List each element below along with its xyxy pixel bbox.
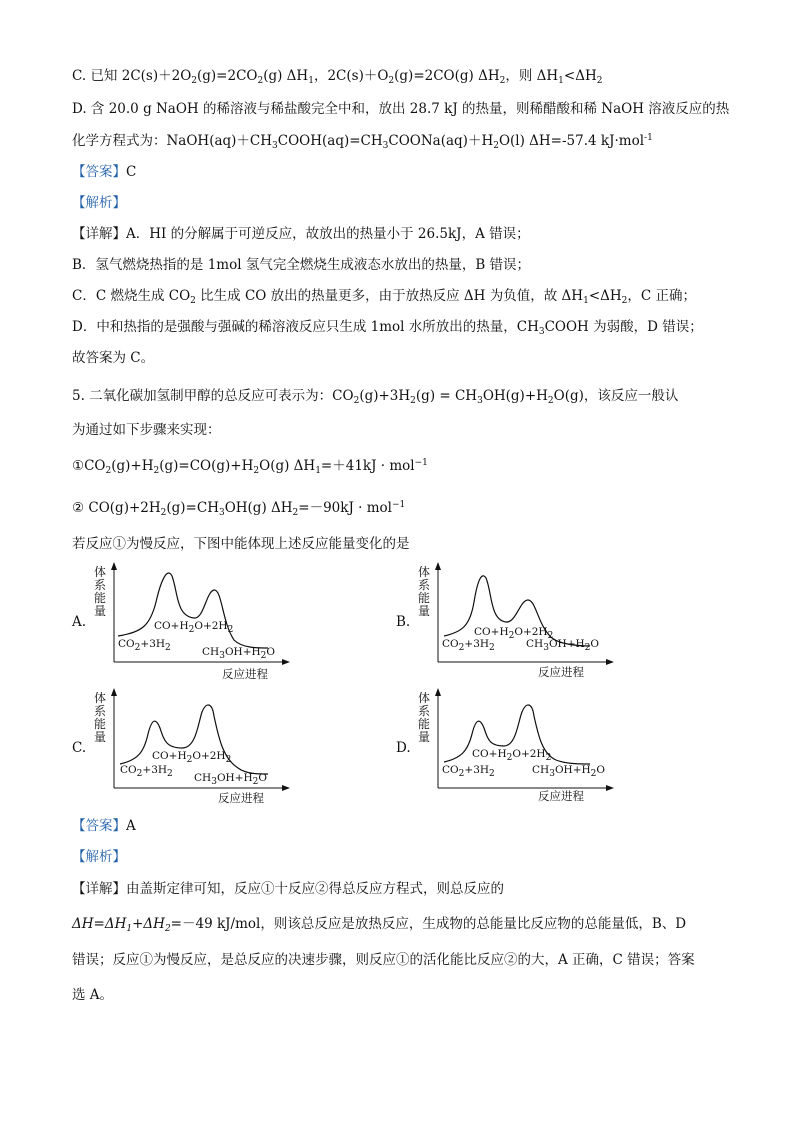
q5-line2: 为通过如下步骤来实现： <box>72 422 221 438</box>
y-axis-label: 体 系 能 量 <box>417 565 430 618</box>
intermediate-label: $CO+H_2O+2H_2$ <box>474 626 554 641</box>
reactant-label: $CO_2+3H_2$ <box>442 764 495 779</box>
option-a-label: A. <box>72 614 87 630</box>
diagram-b <box>396 562 616 682</box>
option-b-label: B. <box>396 614 411 630</box>
product-label: $CH_3OH+H_2O$ <box>532 764 606 779</box>
answer-label: 【答案】 <box>72 164 126 180</box>
x-axis-label: 反应进程 <box>218 791 264 805</box>
reactant-label: $CO_2+3H_2$ <box>442 638 495 653</box>
y-axis-label: 体 系 能 量 <box>417 691 430 744</box>
diagram-d <box>396 688 616 808</box>
option-d-label: D. <box>396 740 411 756</box>
diagram-a <box>72 562 292 682</box>
detail-1-d: D．中和热指的是强酸与强碱的稀溶液反应只生成 1mol 水所放出的热量，$CH_3COOH$ 为弱酸，D 错误； <box>72 319 703 337</box>
x-axis-label: 反应进程 <box>538 789 584 803</box>
reactant-label: $CO_2+3H_2$ <box>120 764 173 779</box>
product-label: $CH_3OH+H_2O$ <box>526 638 600 653</box>
detail-2-l2: $\Delta H=\Delta H_1+\Delta H_2=-49$ kJ/mol，则该总反应是放热反应，生成物的总能量比反应物的总能量低，B、D <box>72 916 687 934</box>
intermediate-label: $CO+H_2O+2H_2$ <box>152 750 232 765</box>
detail-2-l1: 【详解】由盖斯定律可知，反应①十反应②得总反应方程式，则总反应的 <box>72 881 504 897</box>
detail-1-c: C．C 燃烧生成 $CO_2$ 比生成 CO 放出的热量更多，由于放热反应 ΔH 为负值，故 $\Delta H_1<\Delta H_2$，C 正确； <box>72 288 697 306</box>
detail-1-a: 【详解】A．HI 的分解属于可逆反应，故放出的热量小于 26.5kJ，A 错误； <box>72 226 530 242</box>
q5-question: 若反应①为慢反应，下图中能体现上述反应能量变化的是 <box>72 536 410 552</box>
analysis-2: 【解析】 <box>72 849 126 865</box>
diagram-c <box>72 688 292 808</box>
answer-value: A <box>126 818 136 834</box>
reactant-label: $CO_2+3H_2$ <box>118 638 171 653</box>
q5-step2: ② $CO(g)+2H_2(g)=CH_3OH(g) \Delta H_2=-90kJ \cdot mol^{-1}$ <box>72 500 406 518</box>
option-c-line: C. 已知 $2C(s)+2O_2(g)=2CO_2(g)$ $\Delta H_1$，$2C(s)+O_2(g)=2CO(g)$ $\Delta H_2$，则 $\Delta H_1<\Delta H_2$ <box>72 68 603 86</box>
detail-1-e: 故答案为 C。 <box>72 350 155 366</box>
product-label: $CH_3OH+H_2O$ <box>194 772 268 787</box>
intermediate-label: $CO+H_2O+2H_2$ <box>472 748 552 763</box>
q5-line1: 5. 二氧化碳加氢制甲醇的总反应可表示为：$CO_2(g)+3H_2(g) = CH_3OH(g)+H_2O(g)$，该反应一般认 <box>72 388 679 406</box>
answer-value: C <box>126 164 137 180</box>
analysis-1: 【解析】 <box>72 195 126 211</box>
answer-2 <box>72 816 136 836</box>
answer-1 <box>72 162 136 182</box>
option-d-line1: D. 含 20.0 g NaOH 的稀溶液与稀盐酸完全中和，放出 28.7 kJ 的热量，则稀醋酸和稀 NaOH 溶液反应的热 <box>72 101 730 117</box>
y-axis-label: 体 系 能 量 <box>93 565 106 618</box>
detail-1-b: B．氢气燃烧热指的是 1mol 氢气完全燃烧生成液态水放出的热量，B 错误； <box>72 257 531 273</box>
option-d-line2: 化学方程式为：$NaOH(aq)+CH_3COOH(aq)=CH_3COONa(aq)+H_2O(l)$ ΔH=-57.4 kJ·mol$^{-1}$ <box>72 133 653 151</box>
detail-2-l4: 选 A。 <box>72 987 114 1003</box>
detail-2-l3: 错误；反应①为慢反应，是总反应的决速步骤，则反应①的活化能比反应②的大，A 正确，C 错误；答案 <box>72 952 695 968</box>
y-axis-label: 体 系 能 量 <box>93 691 106 744</box>
x-axis-label: 反应进程 <box>538 665 584 679</box>
product-label: $CH_3OH+H_2O$ <box>202 646 276 661</box>
x-axis-label: 反应进程 <box>222 667 268 681</box>
option-c-label: C. <box>72 740 87 756</box>
q5-step1: $①CO_2(g)+H_2(g)=CO(g)+H_2O(g) \Delta H_1=+41kJ \cdot mol^{-1}$ <box>72 458 428 476</box>
intermediate-label: $CO+H_2O+2H_2$ <box>154 620 234 635</box>
answer-label: 【答案】 <box>72 818 126 834</box>
